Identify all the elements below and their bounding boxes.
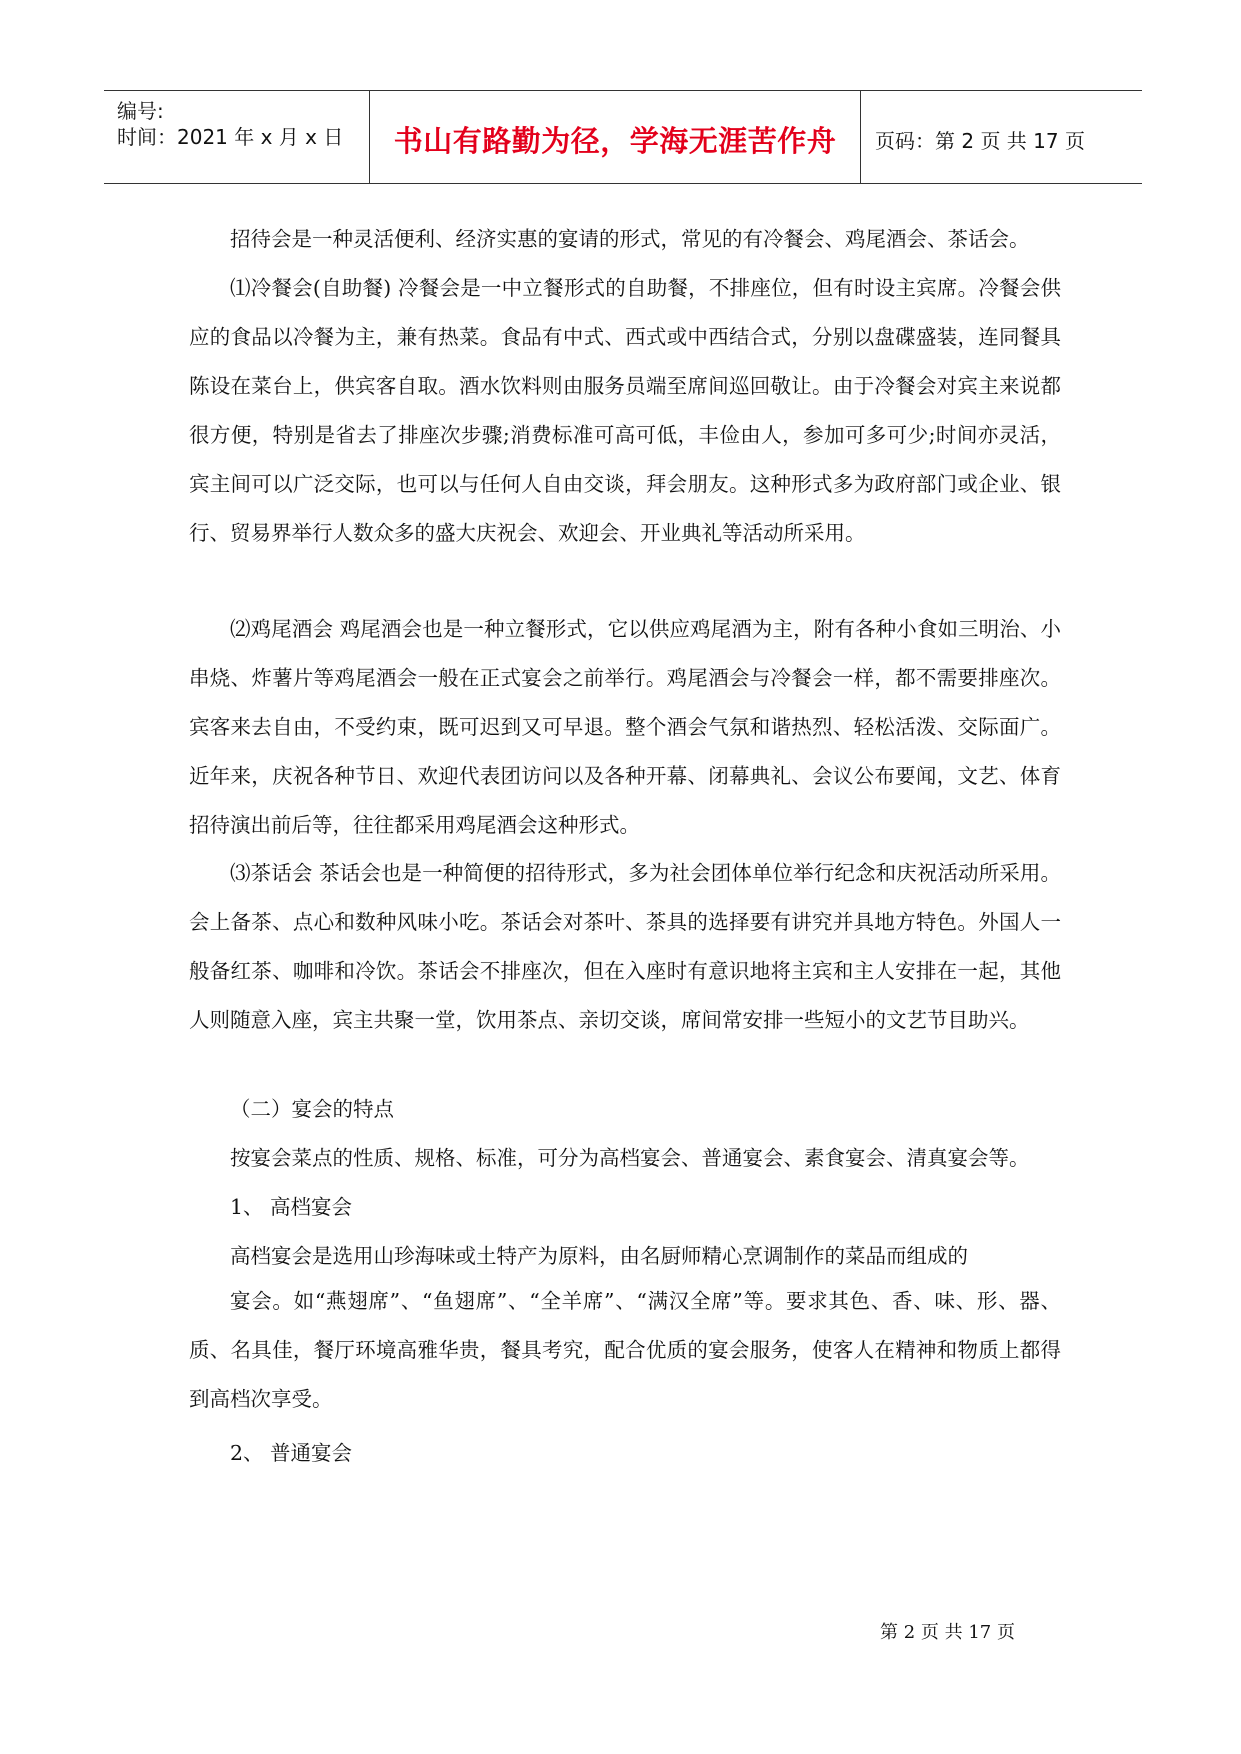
page-header [104,90,1142,184]
classification-paragraph: 按宴会菜点的性质、规格、标准，可分为高档宴会、普通宴会、素食宴会、清真宴会等。 [230,1146,1030,1170]
cocktail-section [189,605,1061,850]
header-meta-cell [104,91,370,183]
tea-party-section [189,849,1061,1045]
header-page-number: 页码：第 2 页 共 17 页 [875,129,1085,153]
list-item-high-end: 1、 高档宴会 [230,1195,353,1219]
high-end-section [189,1277,1061,1424]
high-end-paragraph-first-line: 高档宴会是选用山珍海味或土特产为原料，由名厨师精心烹调制作的菜品而组成的 [230,1244,968,1268]
page-footer-number: 第 2 页 共 17 页 [880,1622,1015,1643]
cold-buffet-paragraph: ⑴冷餐会(自助餐) 冷餐会是一中立餐形式的自助餐，不排座位，但有时设主宾席。冷餐会供应的食品以冷餐为主，兼有热菜。食品有中式、西式或中西结合式，分别以盘碟盛装，连同餐具陈设在菜台上，供宾客自取。酒水饮料则由服务员端至席间巡回敬让。由于冷餐会对宾主来说都很方便，特别是省去了排座次步骤;消费标准可高可低，丰俭由人，参加可多可少;时间亦灵活，宾主间可以广泛交际，也可以与任何人自由交谈，拜会朋友。这种形式多为政府部门或企业、银行、贸易界举行人数众多的盛大庆祝会、欢迎会、开业典礼等活动所采用。 [189,276,1061,545]
section-heading: （二）宴会的特点 [230,1097,394,1121]
document-id-label: 编号: [117,99,164,123]
header-motto: 书山有路勤为径，学海无涯苦作舟 [393,124,837,158]
document-body [189,215,1061,264]
header-page-cell [861,91,1142,183]
list-item-ordinary: 2、 普通宴会 [230,1441,353,1465]
tea-party-paragraph: ⑶茶话会 茶话会也是一种简便的招待形式，多为社会团体单位举行纪念和庆祝活动所采用。会上备茶、点心和数种风味小吃。茶话会对茶叶、茶具的选择要有讲究并具地方特色。外国人一般备红茶、咖啡和冷饮。茶话会不排座次，但在入座时有意识地将主宾和主人安排在一起，其他人则随意入座，宾主共聚一堂，饮用茶点、亲切交谈，席间常安排一些短小的文艺节目助兴。 [189,861,1061,1032]
cocktail-paragraph: ⑵鸡尾酒会 鸡尾酒会也是一种立餐形式，它以供应鸡尾酒为主，附有各种小食如三明治、小串烧、炸薯片等鸡尾酒会一般在正式宴会之前举行。鸡尾酒会与冷餐会一样，都不需要排座次。宾客来去自由，不受约束，既可迟到又可早退。整个酒会气氛和谐热烈、轻松活泼、交际面广。近年来，庆祝各种节日、欢迎代表团访问以及各种开幕、闭幕典礼、会议公布要闻，文艺、体育招待演出前后等，往往都采用鸡尾酒会这种形式。 [189,617,1061,837]
intro-paragraph: 招待会是一种灵活便利、经济实惠的宴请的形式，常见的有冷餐会、鸡尾酒会、茶话会。 [230,227,1030,251]
high-end-paragraph: 宴会。如“燕翅席”、“鱼翅席”、“全羊席”、“满汉全席”等。要求其色、香、味、形、器、质、名具佳，餐厅环境高雅华贵，餐具考究，配合优质的宴会服务，使客人在精神和物质上都得到高档次享受。 [189,1289,1061,1411]
header-motto-cell [370,91,861,183]
document-time-label: 时间：2021 年 x 月 x 日 [117,125,344,149]
cold-buffet-section [189,264,1061,558]
